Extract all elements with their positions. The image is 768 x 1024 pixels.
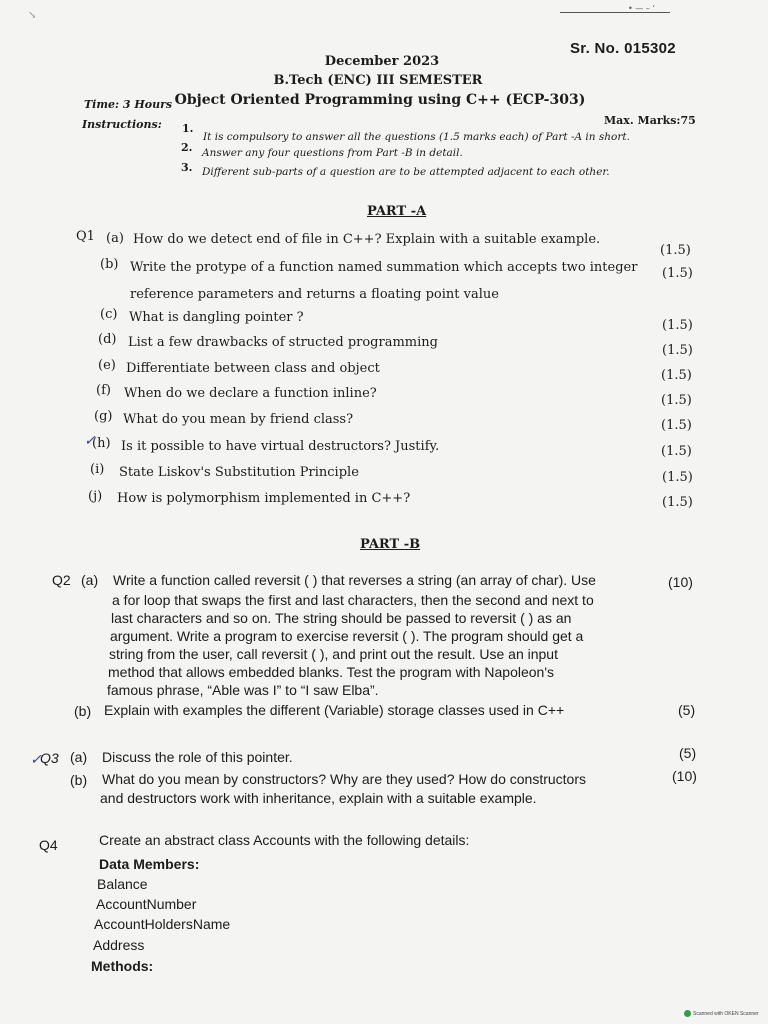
- marks: (1.5): [661, 444, 692, 459]
- question-text-continued: reference parameters and returns a floating point value: [130, 287, 499, 302]
- question-text: method that allows embedded blanks. Test the program with Napoleon's: [108, 664, 555, 680]
- serial-number: Sr. No. 015302: [570, 40, 676, 57]
- member-item: Address: [93, 937, 145, 953]
- instruction-text: Different sub-parts of a question are to be attempted adjacent to each other.: [202, 166, 610, 178]
- question-label: Q2: [52, 572, 71, 588]
- question-text: and destructors work with inheritance, explain with a suitable example.: [100, 790, 537, 806]
- subquestion-label: (a): [81, 572, 99, 588]
- subquestion-label: (d): [98, 332, 117, 347]
- instruction-number: 3.: [181, 161, 193, 174]
- subquestion-label: (g): [94, 409, 113, 424]
- question-text: Discuss the role of this pointer.: [102, 749, 293, 765]
- subquestion-label: (j): [88, 489, 103, 504]
- exam-date: December 2023: [324, 54, 440, 69]
- question-text: How is polymorphism implemented in C++?: [117, 491, 411, 506]
- max-marks: Max. Marks:75: [604, 114, 696, 127]
- question-text: famous phrase, “Able was I” to “I saw Elba”.: [107, 682, 379, 698]
- marks: (1.5): [662, 470, 693, 485]
- question-text: Explain with examples the different (Variable) storage classes used in C++: [104, 702, 565, 718]
- question-text: argument. Write a program to exercise reversit ( ). The program should get a: [110, 628, 584, 644]
- marks: (1.5): [661, 368, 692, 383]
- part-a-title: PART -A: [367, 204, 427, 219]
- scanner-watermark-text: Scanned with OKEN Scanner: [693, 1010, 759, 1017]
- question-text: Is it possible to have virtual destructors? Justify.: [121, 439, 440, 454]
- question-text: List a few drawbacks of structed programming: [128, 335, 438, 350]
- marks: (5): [679, 745, 697, 761]
- marks: (1.5): [661, 418, 692, 433]
- member-item: Balance: [97, 876, 148, 892]
- question-text: What do you mean by constructors? Why are they used? How do constructors: [102, 771, 587, 787]
- question-text: Write a function called reversit ( ) that reverses a string (an array of char). Use: [113, 572, 596, 588]
- data-members-label: Data Members:: [99, 856, 200, 872]
- question-text: When do we declare a function inline?: [124, 386, 377, 401]
- question-text: State Liskov's Substitution Principle: [119, 465, 359, 480]
- marks: (1.5): [662, 318, 693, 333]
- methods-label: Methods:: [91, 958, 154, 974]
- marks: (1.5): [661, 393, 692, 408]
- subquestion-label: (h): [92, 436, 111, 451]
- question-text: a for loop that swaps the first and last characters, then the second and next to: [112, 592, 594, 608]
- question-label: Q1: [76, 229, 95, 244]
- marks: (5): [678, 702, 696, 718]
- part-b-title: PART -B: [360, 537, 421, 552]
- question-text: Create an abstract class Accounts with the following details:: [99, 832, 470, 848]
- marks: (1.5): [662, 495, 693, 510]
- question-text: What do you mean by friend class?: [123, 412, 354, 427]
- marks: (1.5): [662, 343, 693, 358]
- subquestion-label: (a): [106, 231, 124, 246]
- instructions-label: Instructions:: [82, 118, 162, 131]
- subquestion-label: (f): [96, 383, 111, 398]
- scanner-logo-icon: [684, 1010, 691, 1017]
- marks: (10): [672, 768, 697, 784]
- question-label: Q4: [39, 837, 58, 853]
- member-item: AccountNumber: [96, 896, 197, 912]
- subquestion-label: (b): [74, 703, 92, 719]
- exam-time: Time: 3 Hours: [84, 98, 173, 111]
- scanner-watermark: [684, 1010, 759, 1017]
- tick-mark: ✓: [30, 752, 42, 768]
- question-text: Write the protype of a function named summation which accepts two integer: [130, 260, 638, 275]
- scan-corner-mark: ↘: [28, 10, 37, 21]
- subquestion-label: (c): [100, 307, 118, 322]
- program-title: B.Tech (ENC) III SEMESTER: [273, 73, 483, 88]
- marks: (10): [668, 574, 693, 590]
- top-pen-mark: • — – ‘: [628, 4, 655, 13]
- question-text: What is dangling pointer ?: [129, 310, 304, 325]
- instruction-number: 2.: [181, 141, 193, 154]
- question-text: string from the user, call reversit ( ), and print out the result. Use an input: [109, 646, 558, 662]
- question-label: Q3: [40, 750, 59, 766]
- subquestion-label: (b): [70, 772, 88, 788]
- subquestion-label: (i): [90, 462, 105, 477]
- question-text: last characters and so on. The string should be passed to reversit ( ) as an: [111, 610, 572, 626]
- course-title: Object Oriented Programming using C++ (ECP-303): [174, 92, 586, 108]
- question-text: Differentiate between class and object: [126, 361, 380, 376]
- subquestion-label: (a): [70, 749, 88, 765]
- member-item: AccountHoldersName: [94, 916, 231, 932]
- subquestion-label: (b): [100, 257, 119, 272]
- question-text: How do we detect end of file in C++? Explain with a suitable example.: [133, 232, 601, 247]
- instruction-text: Answer any four questions from Part -B in detail.: [202, 147, 463, 159]
- marks: (1.5): [660, 243, 691, 258]
- marks: (1.5): [662, 266, 693, 281]
- instruction-number: 1.: [182, 122, 194, 135]
- tick-mark: ✓: [84, 433, 96, 449]
- subquestion-label: (e): [98, 358, 116, 373]
- instruction-text: It is compulsory to answer all the questions (1.5 marks each) of Part -A in short.: [203, 131, 630, 143]
